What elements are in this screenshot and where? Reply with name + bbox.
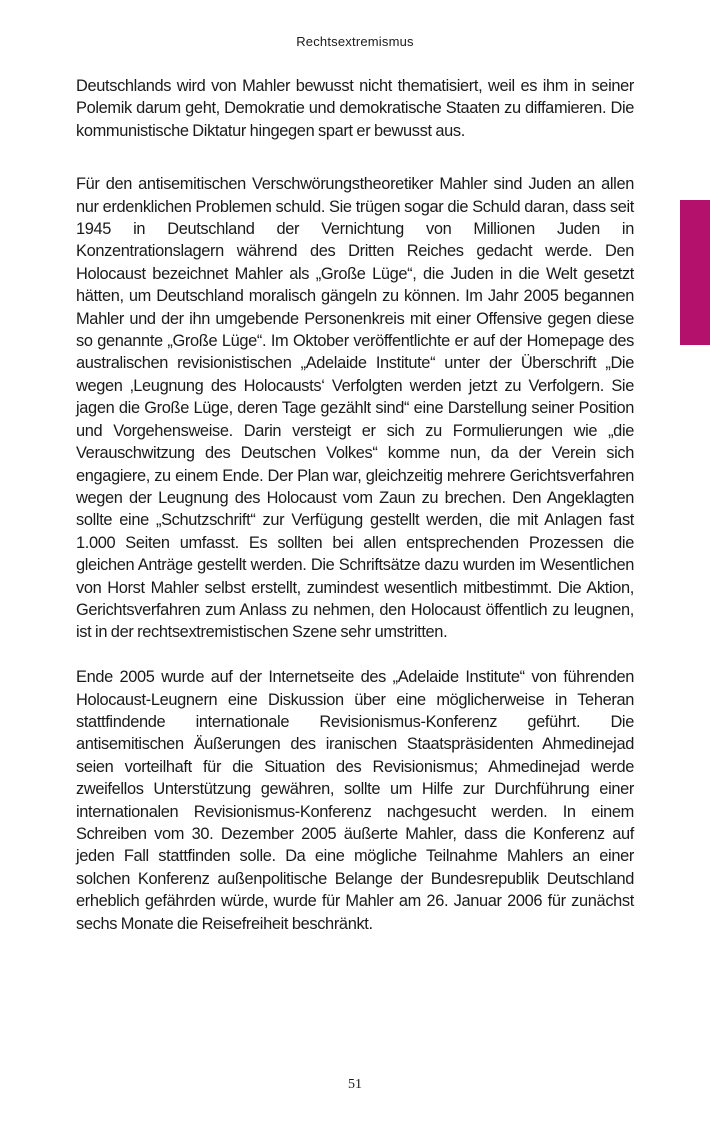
running-header: Rechtsextremismus — [296, 34, 414, 49]
page-number: 51 — [348, 1077, 362, 1092]
page-body — [76, 75, 634, 957]
chapter-tab-marker — [680, 200, 710, 345]
paragraph-1: Deutschlands wird von Mahler bewusst nicht thematisiert, weil es ihm in seiner Polemik darum geht, Demokratie und demokratische Staaten zu diffamieren. Die kommunistische Diktatur hingegen spart er bewusst aus. — [76, 77, 634, 140]
paragraph-2: Für den antisemitischen Verschwörungstheoretiker Mahler sind Juden an allen nur erdenklichen Problemen schuld. Sie trügen sogar die Schuld daran, dass seit 1945 in Deutschland der Vernichtung von Millionen Juden in Konzentrationslagern während des Dritten Reiches gedacht werde. Den Holocaust bezeichnet Mahler als „Große Lüge“, die Juden in die Welt gesetzt hätten, um Deutschland moralisch gängeln zu können. Im Jahr 2005 begannen Mahler und der ihn umgebende Personenkreis mit einer Offensive gegen diese so genannte „Große Lüge“. Im Oktober veröffentlichte er auf der Homepage des australischen revisionistischen „Adelaide Institute“ unter der Überschrift „Die wegen ‚Leugnung des Holocausts‘ Verfolgten werden jetzt zu Verfolgern. Sie jagen die Große Lüge, deren Tage gezählt sind“ eine Darstellung seiner Position und Vorgehensweise. Darin versteigt er sich zu Formulierungen wie „die Verauschwitzung des Deutschen Volkes“ komme nun, da der Verein sich engagiere, zu einem Ende. Der Plan war, gleichzeitig mehrere Gerichtsverfahren wegen der Leugnung des Holocaust vom Zaun zu brechen. Den Angeklagten sollte eine „Schutzschrift“ zur Verfügung gestellt werden, die mit Anlagen fast 1.000 Seiten umfasst. Es sollten bei allen entsprechenden Prozessen die gleichen Anträge gestellt werden. Die Schriftsätze dazu wurden im Wesentlichen von Horst Mahler selbst erstellt, zumindest wesentlich mitbestimmt. Die Aktion, Gerichtsverfahren zum Anlass zu nehmen, den Holocaust öffentlich zu leugnen, ist in der rechtsextremistischen Szene sehr umstritten. — [76, 175, 634, 642]
paragraph-3: Ende 2005 wurde auf der Internetseite des „Adelaide Institute“ von führenden Holocaust-Leugnern eine Diskussion über eine möglicherweise in Teheran stattfindende internationale Revisionismus-Konferenz geführt. Die antisemitischen Äußerungen des iranischen Staatspräsidenten Ahmedinejad seien vorteilhaft für die Situation des Revisionismus; Ahmedinejad werde zweifellos Unterstützung gewähren, sollte um Hilfe zur Durchführung einer internationalen Revisionismus-Konferenz nachgesucht werden. In einem Schreiben vom 30. Dezember 2005 äußerte Mahler, dass die Konferenz auf jeden Fall stattfinden solle. Da eine mögliche Teilnahme Mahlers an einer solchen Konferenz außenpolitische Belange der Bundesrepublik Deutschland erheblich gefährden würde, wurde für Mahler am 26. Januar 2006 für zunächst sechs Monate die Reisefreiheit beschränkt. — [76, 668, 634, 933]
